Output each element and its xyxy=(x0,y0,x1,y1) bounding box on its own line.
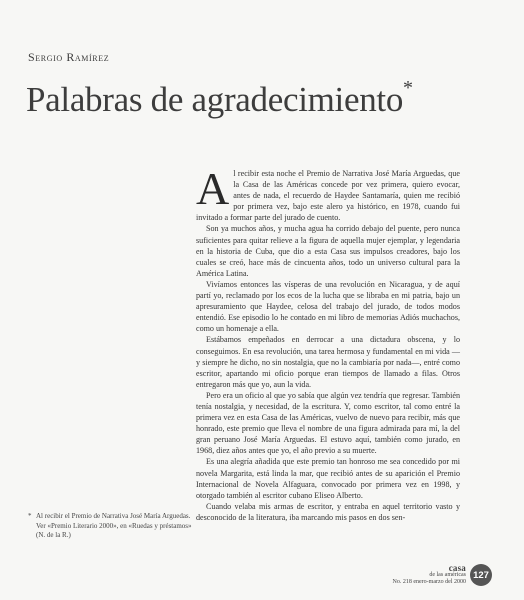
footnote xyxy=(28,512,194,541)
journal-issue: No. 218 enero-marzo del 2000 xyxy=(392,579,466,585)
paragraph-6: Es una alegría añadida que este premio tan honroso me sea concedido por mi novela Margarita, está linda la mar, que recibió antes de su aparición el Premio Internacional de Novela Alfaguara, convocado por primera vez en 1998, y otorgado también al escritor cubano Eliseo Alberto. xyxy=(196,457,460,500)
paragraph-3: Vivíamos entonces las vísperas de una revolución en Nicaragua, y de aquí partí yo, reclamado por los ecos de la lucha que se libraba en mi patria, bajo un apresuramiento que Haydee, celosa del trabajo del jurado, de todos modos entendió. Ese episodio lo he contado en mi libro de memorias Adiós muchachos, como un homenaje a ella. xyxy=(196,279,460,334)
title-footnote-mark: * xyxy=(403,77,413,100)
author-name: Sergio Ramírez xyxy=(28,50,110,64)
paragraph-4: Estábamos empeñados en derrocar a una dictadura obscena, y lo conseguimos. En esa revolución, una tarea hermosa y fundamental en mi vida —y siempre he dicho, no sin nostalgia, que no la cambiaría por nada—, entré como escritor, apartando mi oficio porque eran tiempos de llamado a filas. Otros entregaron más que yo, aun la vida. xyxy=(196,335,460,389)
paragraph-7: Cuando velaba mis armas de escritor, y entraba en aquel territorio vasto y desconocido de la literatura, iba marcando mis pasos en dos sen- xyxy=(196,501,460,522)
paragraph-1-text: l recibir esta noche el Premio de Narrativa José María Arguedas, que la Casa de las Américas concede por vez primera, quiero evocar, antes de nada, el recuerdo de Haydee Santamaría, quien me recibió por primera vez, bajo este alero ya histórico, en 1978, cuando fui invitado a formar parte del jurado de cuento. xyxy=(196,169,460,223)
journal-name: casa xyxy=(448,563,466,573)
journal-footer xyxy=(393,565,466,586)
paragraph-5: Pero era un oficio al que yo sabía que algún vez tendría que regresar. También tenía nostalgia, y necesidad, de la escritura. Y, como escritor, tal como entré la primera vez en esta Casa de las Américas, vuelvo de nuevo para recibir, más que honrado, este premio que lleva el nombre de una figura admirada para mí, la del gran peruano José María Arguedas. El estuvo aquí, también como jurado, en 1968, diez años antes que yo, el año previo a su muerte. xyxy=(196,390,460,456)
article-title xyxy=(26,77,413,120)
drop-cap: A xyxy=(196,163,230,214)
paragraph-2: Son ya muchos años, y mucha agua ha corrido debajo del puente, pero nunca suficientes para quitar relieve a la figura de aquella mujer ejemplar, y legendaria en la historia de Cuba, que dio a esta Casa sus impulsos creadores, bajo los cuales se creó, hace más de cincuenta años, todo un universo cultural para la América Latina. xyxy=(196,224,460,278)
journal-subtitle: de las américas xyxy=(429,572,466,578)
footnote-text: Al recibir el Premio de Narrativa José María Arguedas. Ver «Premio Literario 2000», en «Ruedas y préstamos» (N. de la R.) xyxy=(36,512,192,540)
paragraph-1 xyxy=(196,163,460,223)
page-number-badge: 127 xyxy=(470,564,492,586)
footnote-mark: * xyxy=(28,512,32,520)
article-title-text: Palabras de agradecimiento xyxy=(26,80,404,119)
article-body xyxy=(196,163,460,523)
